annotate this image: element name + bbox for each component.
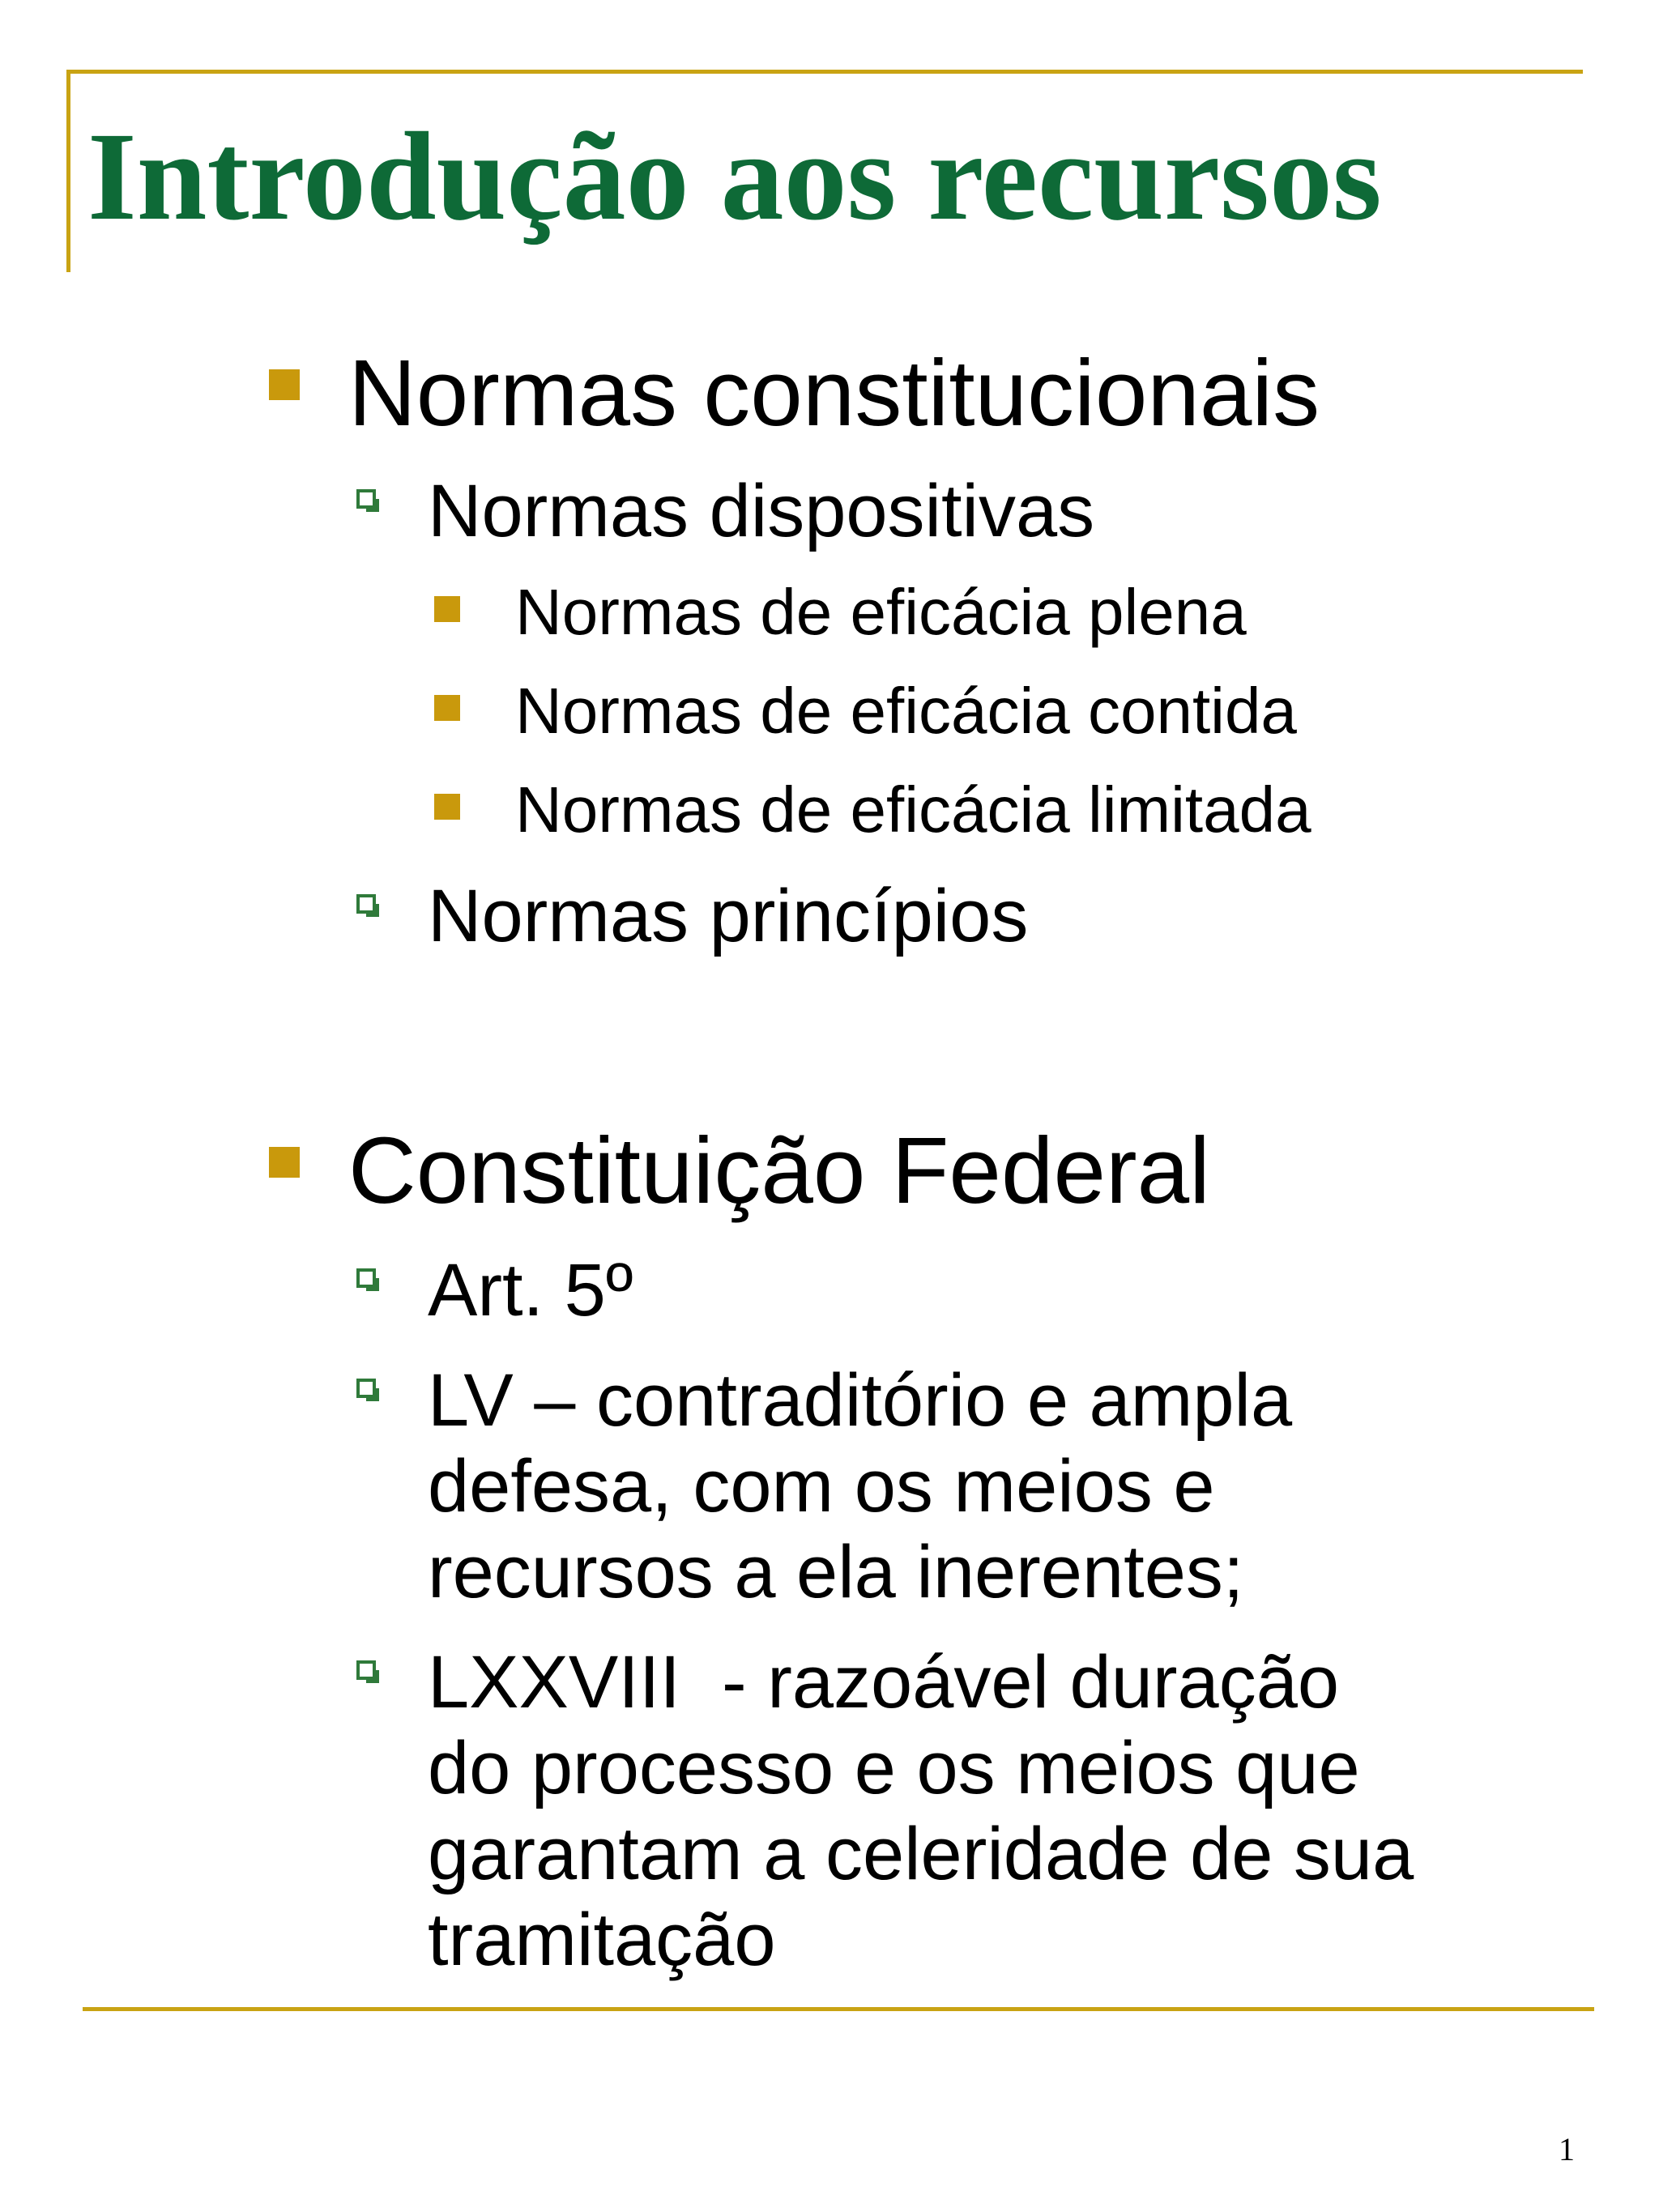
list-item-line: garantam a celeridade de sua bbox=[428, 1813, 1414, 1895]
list-item-art-5: Art. 5º bbox=[428, 1249, 633, 1332]
box-bullet-icon bbox=[356, 489, 376, 509]
list-item-line: tramitação bbox=[428, 1899, 776, 1981]
section-heading: Normas constitucionais bbox=[348, 340, 1320, 445]
slide-title: Introdução aos recursos bbox=[87, 106, 1382, 246]
square-bullet-icon bbox=[434, 596, 460, 622]
page-number: 1 bbox=[1559, 2131, 1575, 2167]
list-subitem: Normas de eficácia limitada bbox=[515, 774, 1311, 846]
square-bullet-icon bbox=[269, 369, 300, 400]
top-accent-rule bbox=[66, 70, 1583, 74]
list-item-line: LV – contraditório e ampla bbox=[428, 1359, 1293, 1442]
square-bullet-icon bbox=[434, 794, 460, 820]
list-item-line: recursos a ela inerentes; bbox=[428, 1531, 1244, 1613]
bottom-accent-rule bbox=[83, 2007, 1594, 2011]
list-item-line: defesa, com os meios e bbox=[428, 1445, 1215, 1528]
box-bullet-icon bbox=[356, 894, 376, 914]
list-item-normas-dispositivas: Normas dispositivas bbox=[428, 470, 1095, 552]
box-bullet-icon bbox=[356, 1379, 376, 1398]
list-item-normas-principios: Normas princípios bbox=[428, 875, 1029, 957]
list-item-line: LXXVIII - razoável duração bbox=[428, 1641, 1340, 1724]
list-subitem: Normas de eficácia contida bbox=[515, 675, 1297, 747]
left-accent-rule bbox=[66, 70, 70, 272]
box-bullet-icon bbox=[356, 1268, 376, 1288]
square-bullet-icon bbox=[269, 1147, 300, 1178]
section-heading: Constituição Federal bbox=[348, 1118, 1210, 1223]
list-item-line: do processo e os meios que bbox=[428, 1727, 1360, 1809]
box-bullet-icon bbox=[356, 1660, 376, 1680]
square-bullet-icon bbox=[434, 695, 460, 721]
list-subitem: Normas de eficácia plena bbox=[515, 576, 1247, 648]
